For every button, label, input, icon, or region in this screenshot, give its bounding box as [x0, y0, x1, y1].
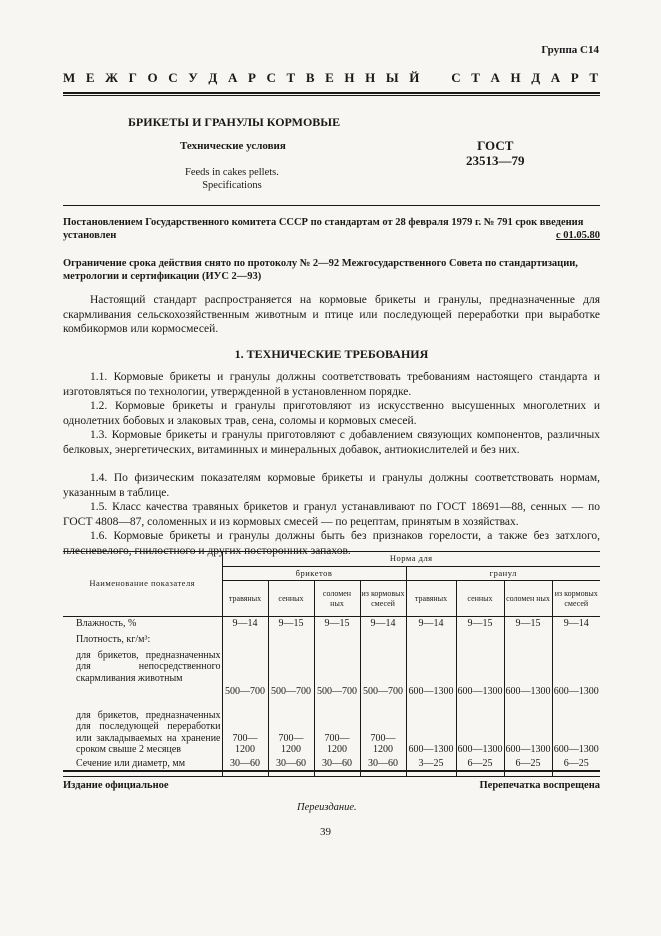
paragraph-1-2 [63, 399, 600, 428]
paragraph-1-1 [63, 370, 600, 399]
paragraph-text: 1.1. Кормовые брикеты и гранулы должны соответствовать требованиям настоящего стандарта и изготовляться по технологии, утвержденной в установленном порядке. [63, 371, 600, 398]
gost-number: 23513—79 [466, 153, 525, 168]
col-header-name: Наименование показателя [63, 552, 222, 617]
banner-letter: Р [570, 70, 579, 85]
col-subheader: из кормовых смесей [360, 581, 406, 617]
col-subheader: соломен ных [314, 581, 360, 617]
row-name: Сечение или диаметр, мм [76, 757, 186, 769]
english-title [185, 166, 279, 192]
row-value: 30—60 [222, 757, 268, 777]
col-subheader: травяных [406, 581, 456, 617]
table-row [63, 699, 600, 757]
paragraph-1-4 [63, 471, 600, 500]
row-value: 500—700 [314, 649, 360, 699]
banner-letter: С [266, 70, 276, 85]
banner-letter: Д [531, 70, 541, 85]
row-value: 9—14 [360, 617, 406, 633]
row-value: 600—1300 [552, 699, 600, 757]
row-value: 30—60 [268, 757, 314, 777]
page-number: 39 [320, 826, 331, 838]
banner-letter: Т [286, 70, 296, 85]
row-value: 700—1200 [314, 699, 360, 757]
row-value [406, 633, 456, 649]
row-value: 600—1300 [456, 699, 504, 757]
row-value: 30—60 [314, 757, 360, 777]
gost-designation [466, 138, 525, 168]
banner-letter: А [550, 70, 561, 85]
col-subheader: из кормовых смесей [552, 581, 600, 617]
footer-reprint-prohibited: Перепечатка воспрещена [479, 780, 600, 791]
row-value [314, 633, 360, 649]
row-value [552, 633, 600, 649]
row-value: 9—15 [314, 617, 360, 633]
row-value [222, 633, 268, 649]
standard-banner [63, 70, 598, 86]
paragraph-1-5 [63, 500, 600, 529]
banner-letter: Р [247, 70, 256, 85]
section-heading: 1. ТЕХНИЧЕСКИЕ ТРЕБОВАНИЯ [234, 347, 429, 361]
row-value: 600—1300 [406, 699, 456, 757]
col-group-granules: гранул [406, 566, 600, 581]
row-value: 700—1200 [360, 699, 406, 757]
banner-letter: У [188, 70, 198, 85]
footer [63, 780, 600, 791]
row-value: 9—15 [456, 617, 504, 633]
banner-letter: С [168, 70, 178, 85]
row-value: 600—1300 [504, 649, 552, 699]
row-value [360, 633, 406, 649]
row-value: 600—1300 [552, 649, 600, 699]
row-value: 600—1300 [456, 649, 504, 699]
banner-letter: Г [128, 70, 137, 85]
row-value: 500—700 [268, 649, 314, 699]
banner-letter: А [227, 70, 238, 85]
row-name: Плотность, кг/м³: [76, 633, 151, 645]
row-value: 600—1300 [504, 699, 552, 757]
row-value: 6—25 [456, 757, 504, 777]
banner-letter: Е [85, 70, 95, 85]
col-group-briquettes: брикетов [222, 566, 406, 581]
row-value: 9—14 [406, 617, 456, 633]
table-row [63, 617, 600, 633]
paragraph-text: 1.4. По физическим показателям кормовые брикеты и гранулы должны соответствовать нормам, указанным в таблице. [63, 472, 600, 499]
document-subtitle: Технические условия [180, 140, 286, 152]
banner-letter: Н [365, 70, 376, 85]
paragraph-text: 1.5. Класс качества травяных брикетов и гранул устанавливают по ГОСТ 18691—88, сенных — по ГОСТ 4808—87, соломенных и из кормовых смесей — по рецептам, принятым в хозяйствах. [63, 501, 600, 528]
english-title-line-1: Feeds in cakes pellets. [185, 167, 279, 178]
header-rule-thin [63, 95, 600, 96]
row-value: 500—700 [360, 649, 406, 699]
banner-letter: В [305, 70, 315, 85]
row-value: 6—25 [504, 757, 552, 777]
row-name: для брикетов, предназначенных для непосредственного скармливания животным [76, 649, 221, 684]
row-name: для брикетов, предназначенных для последующей переработки или закладываемых на хранение сроком свыше 2 месяцев [76, 709, 221, 755]
table-row [63, 649, 600, 699]
header-rule [63, 92, 600, 94]
banner-letter: Н [510, 70, 521, 85]
limit-note: Ограничение срока действия снято по протоколу № 2—92 Межгосударственного Совета по стандартизации, метрологии и сертификации (ИУС 2—93) [63, 258, 578, 282]
banner-letter: Ы [385, 70, 399, 85]
decree-block [63, 216, 600, 242]
row-value [456, 633, 504, 649]
col-subheader: сенных [456, 581, 504, 617]
banner-letter: С [451, 70, 461, 85]
footer-rule [63, 770, 600, 772]
document-title: БРИКЕТЫ И ГРАНУЛЫ КОРМОВЫЕ [128, 115, 341, 129]
row-value: 9—15 [504, 617, 552, 633]
intro-text: Настоящий стандарт распространяется на кормовые брикеты и гранулы, предназначенные для скармливания сельскохозяйственным животным и птице или последующей переработки при выработке комбикормов или кормосмесей. [63, 294, 600, 335]
gost-label: ГОСТ [477, 138, 514, 153]
row-value: 600—1300 [406, 649, 456, 699]
row-value: 500—700 [222, 649, 268, 699]
banner-letter: Т [471, 70, 480, 85]
banner-letter: Д [208, 70, 218, 85]
paragraph-1-3 [63, 428, 600, 457]
norms-table [63, 551, 600, 777]
banner-letter: О [147, 70, 158, 85]
table-row [63, 757, 600, 777]
reprint-note: Переиздание. [297, 802, 357, 813]
banner-letter: Ж [105, 70, 119, 85]
paragraph-text: 1.3. Кормовые брикеты и гранулы приготовляют с добавлением связующих компонентов, различных белковых, энергетических, витаминных и минеральных добавок, антиокислителей и без них. [63, 429, 600, 456]
col-header-norm: Норма для [222, 552, 600, 567]
decree-text: Постановлением Государственного комитета СССР по стандартам от 28 февраля 1979 г. № 791 срок введения установлен [63, 217, 584, 241]
row-name: Влажность, % [76, 618, 137, 629]
table-row [63, 633, 600, 649]
row-value: 9—14 [222, 617, 268, 633]
row-value: 700—1200 [222, 699, 268, 757]
row-value: 30—60 [360, 757, 406, 777]
group-code: Группа С14 [541, 44, 599, 56]
row-value: 700—1200 [268, 699, 314, 757]
row-value [268, 633, 314, 649]
col-subheader: соломен ных [504, 581, 552, 617]
paragraph-text: 1.2. Кормовые брикеты и гранулы приготовляют из искусственно высушенных многолетних и однолетних бобовых и злаковых трав, сена, соломы и кормовых смесей. [63, 400, 600, 427]
banner-letter: Е [325, 70, 334, 85]
col-subheader: травяных [222, 581, 268, 617]
row-value: 6—25 [552, 757, 600, 777]
banner-letter: А [490, 70, 500, 85]
banner-letter: Й [409, 70, 420, 85]
intro-paragraph [63, 293, 600, 337]
row-value: 9—14 [552, 617, 600, 633]
row-value: 9—15 [268, 617, 314, 633]
banner-letter: М [63, 70, 76, 85]
banner-letter: Т [589, 70, 598, 85]
row-value: 3—25 [406, 757, 456, 777]
col-subheader: сенных [268, 581, 314, 617]
decree-date: с 01.05.80 [555, 230, 600, 241]
english-title-line-2: Specifications [202, 180, 262, 191]
row-value [504, 633, 552, 649]
paragraph-text: 1.6. Кормовые брикеты и гранулы должны быть без признаков горелости, а также без затхлого, плесневелого, гнилостного и других посторонних запахов. [63, 530, 600, 557]
banner-letter: Н [344, 70, 355, 85]
footer-official: Издание официальное [63, 780, 169, 791]
section-rule [63, 205, 600, 206]
